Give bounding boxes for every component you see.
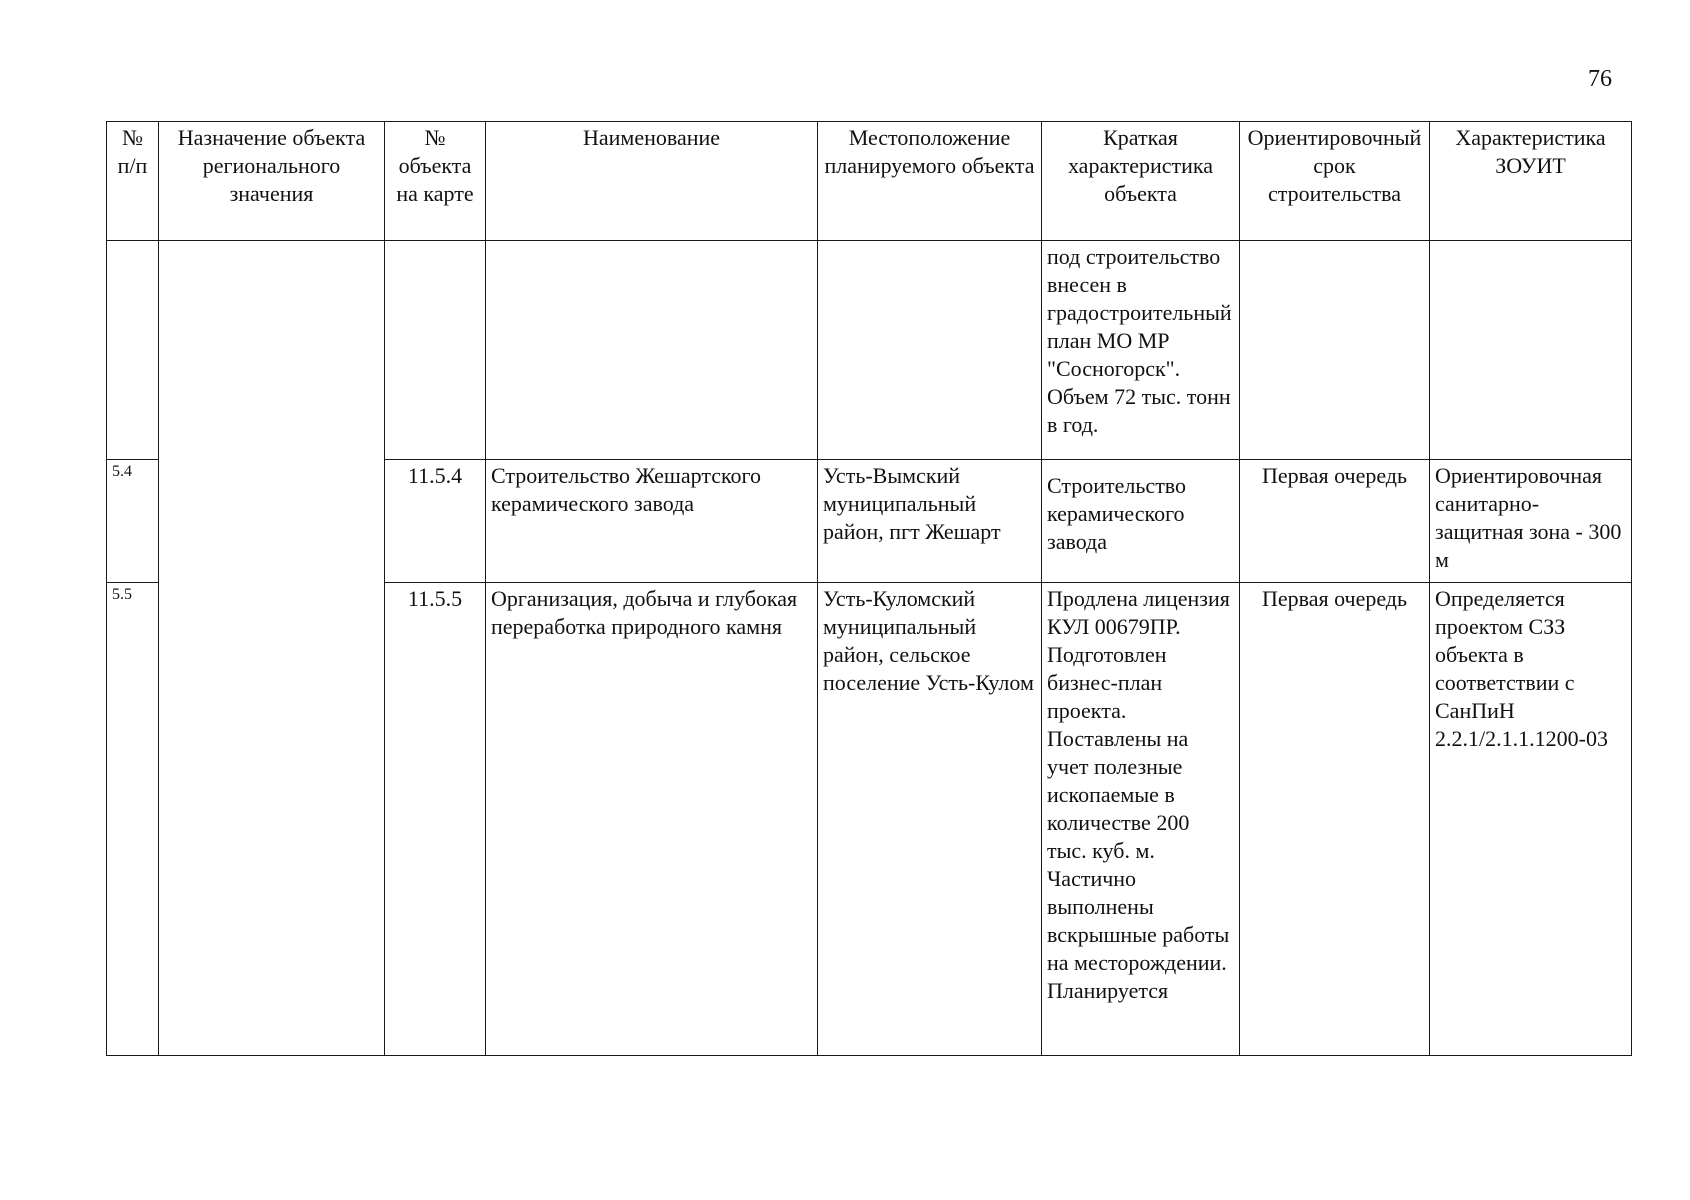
cell-num — [107, 241, 159, 460]
header-map-num: № объекта на карте — [385, 122, 486, 241]
cell-purpose-merged — [159, 241, 385, 1056]
cell-num: 5.5 — [107, 583, 159, 1056]
cell-location — [818, 241, 1042, 460]
cell-map-num: 11.5.5 — [385, 583, 486, 1056]
cell-name — [486, 241, 818, 460]
table-header-row — [107, 122, 1632, 241]
cell-location: Усть-Вымский муниципальный район, пгт Жешарт — [818, 460, 1042, 583]
header-term: Ориентировочный срок строительства — [1240, 122, 1430, 241]
cell-brief: Строительство керамического завода — [1042, 460, 1240, 583]
cell-map-num: 11.5.4 — [385, 460, 486, 583]
planned-objects-table — [106, 121, 1632, 1056]
cell-location: Усть-Куломский муниципальный район, сельское поселение Усть-Кулом — [818, 583, 1042, 1056]
header-name: Наименование — [486, 122, 818, 241]
cell-brief: под строительство внесен в градостроительный план МО МР "Сосногорск". Объем 72 тыс. тонн в год. — [1042, 241, 1240, 460]
cell-zouit — [1430, 241, 1632, 460]
cell-zouit: Ориентировочная санитарно-защитная зона - 300 м — [1430, 460, 1632, 583]
cell-zouit: Определяется проектом СЗЗ объекта в соответствии с СанПиН 2.2.1/2.1.1.1200-03 — [1430, 583, 1632, 1056]
cell-term: Первая очередь — [1240, 583, 1430, 1056]
cell-name: Строительство Жешартского керамического завода — [486, 460, 818, 583]
page-number: 76 — [1588, 66, 1612, 92]
cell-map-num — [385, 241, 486, 460]
header-location: Местоположение планируемого объекта — [818, 122, 1042, 241]
cell-num: 5.4 — [107, 460, 159, 583]
cell-term: Первая очередь — [1240, 460, 1430, 583]
header-zouit: Характеристика ЗОУИТ — [1430, 122, 1632, 241]
header-brief: Краткая характеристика объекта — [1042, 122, 1240, 241]
header-purpose: Назначение объекта регионального значения — [159, 122, 385, 241]
cell-term — [1240, 241, 1430, 460]
cell-brief: Продлена лицензия КУЛ 00679ПР. Подготовлен бизнес-план проекта. Поставлены на учет полезные ископаемые в количестве 200 тыс. куб. м. Частично выполнены вскрышные работы на месторождении. Планируется — [1042, 583, 1240, 1056]
header-num: № п/п — [107, 122, 159, 241]
table-row — [107, 241, 1632, 460]
cell-name: Организация, добыча и глубокая переработка природного камня — [486, 583, 818, 1056]
